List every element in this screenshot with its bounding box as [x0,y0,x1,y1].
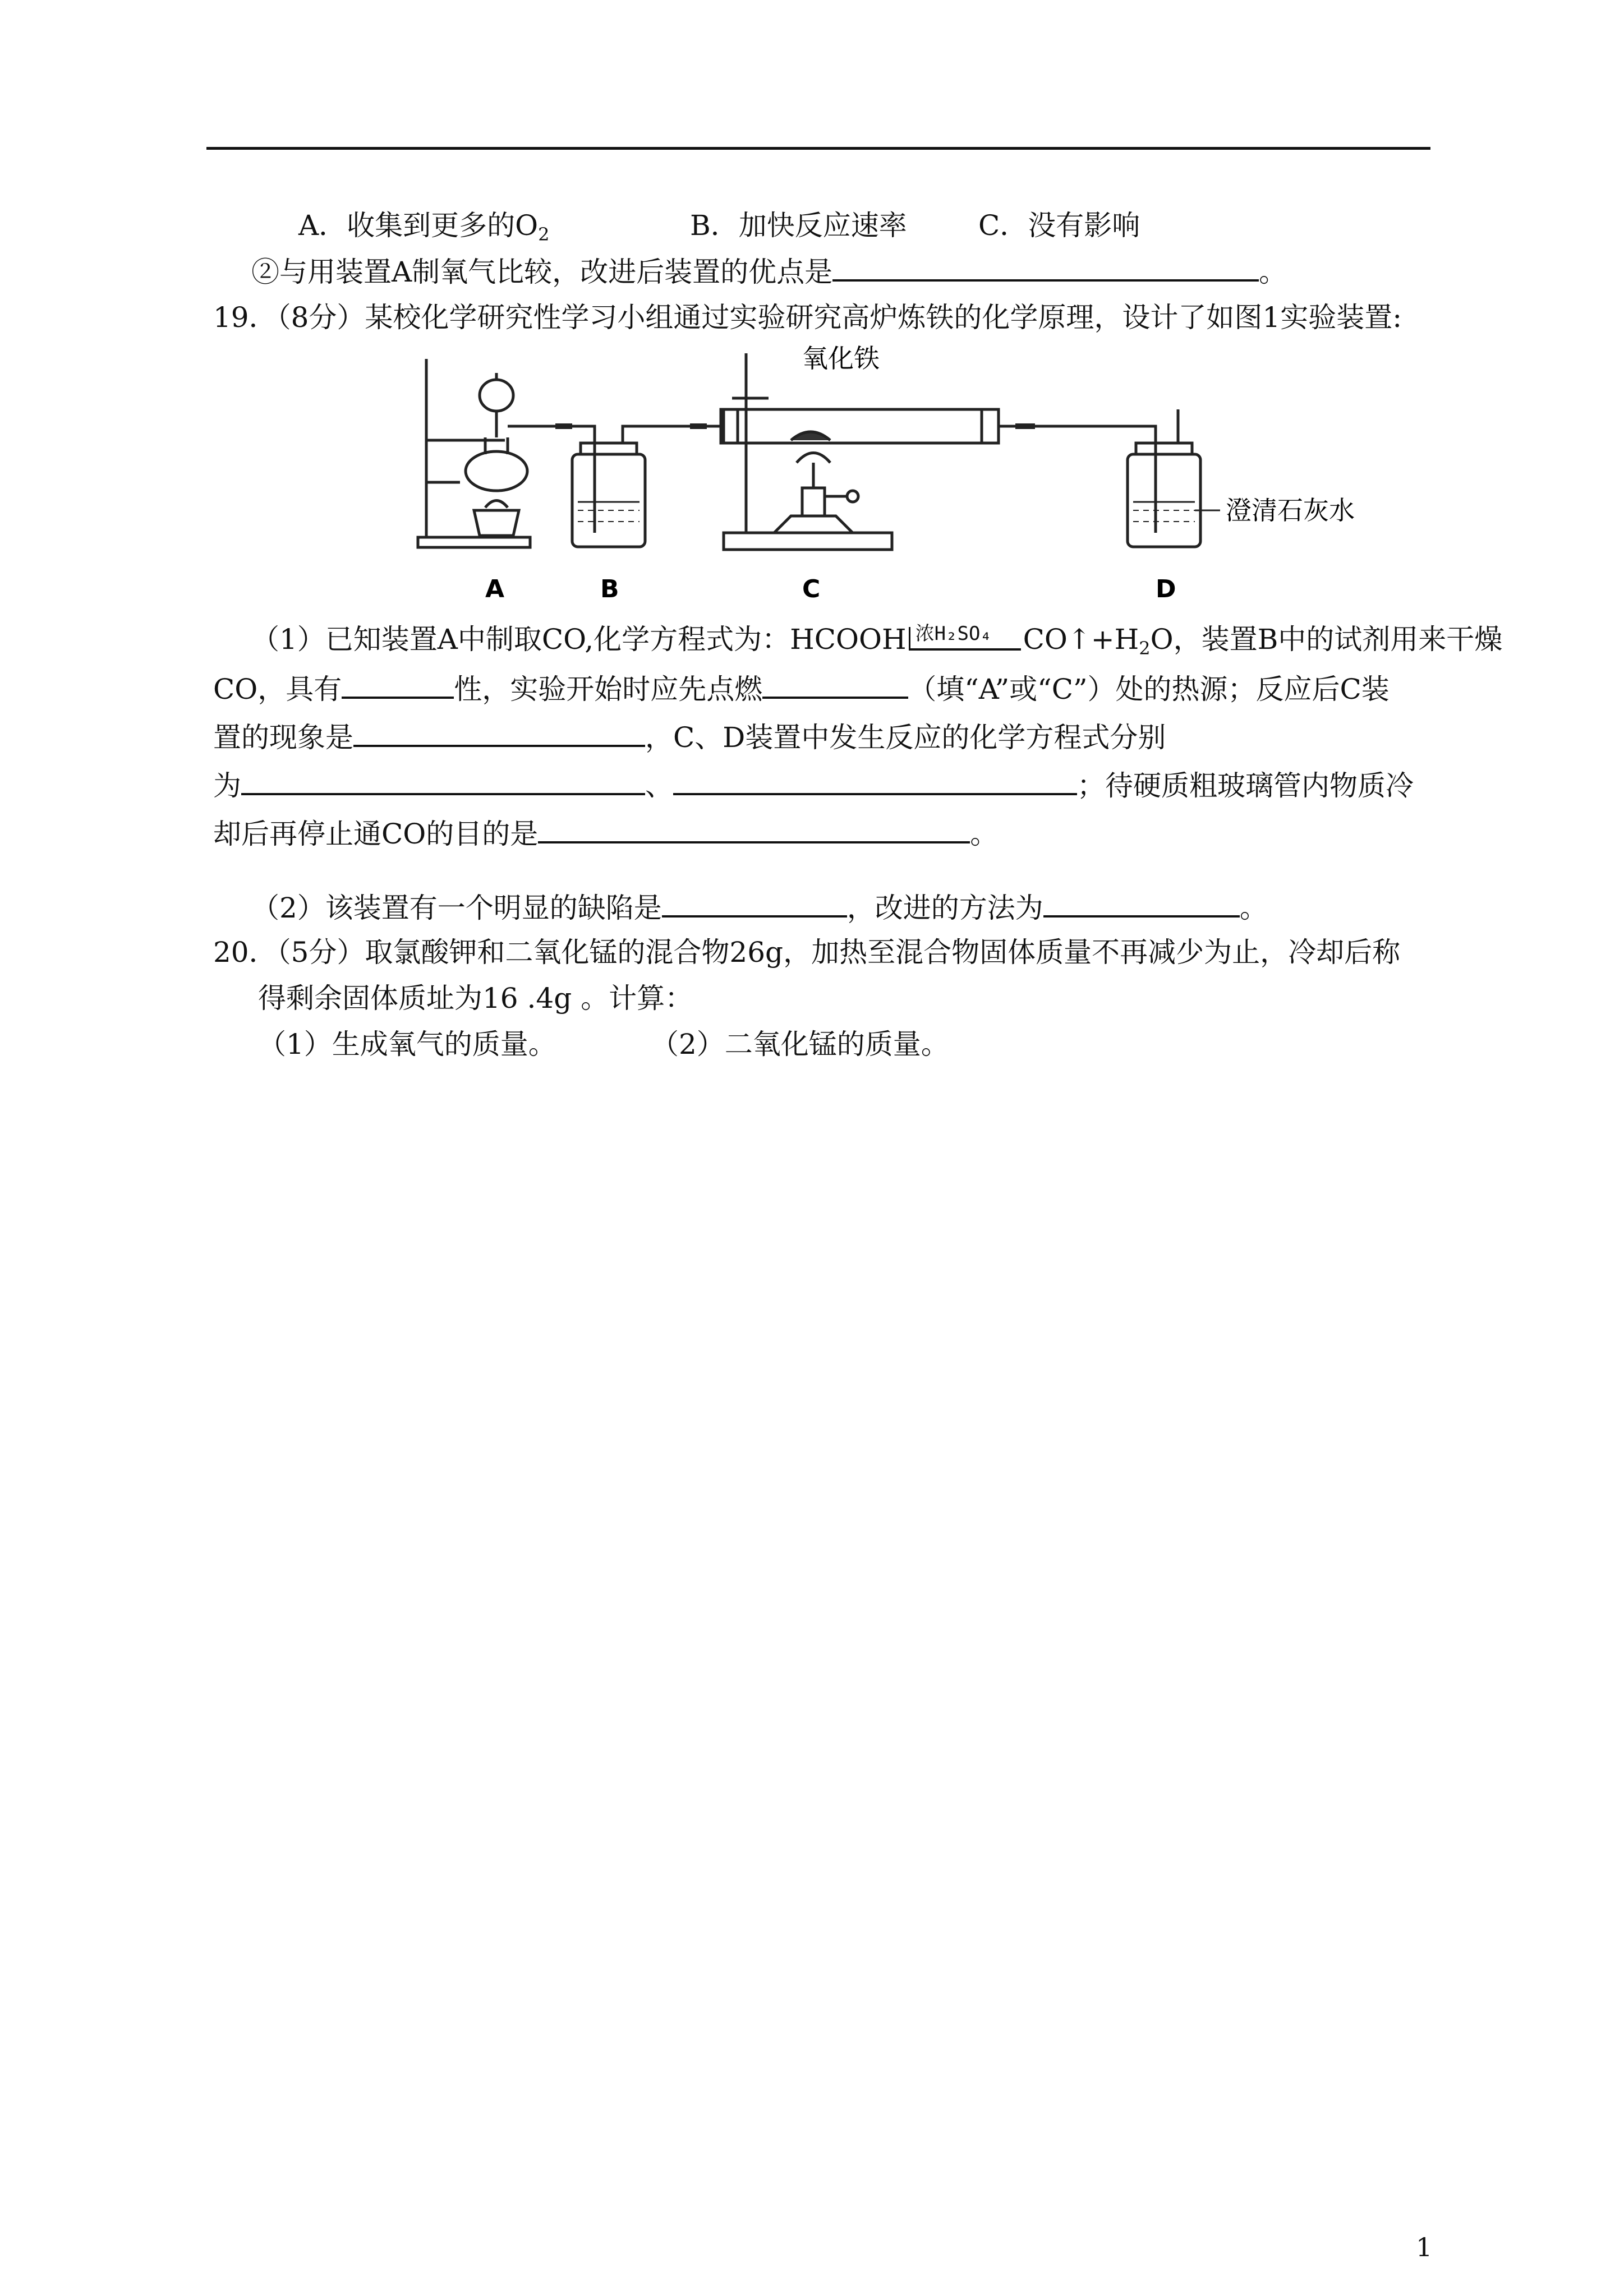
option-b [690,209,907,242]
p1-line3-a: 置的现象是 [213,721,353,754]
q20-sub2-text: （2）二氧化锰的质量。 [651,1028,949,1061]
q19-part1-line2 [213,671,1390,706]
combustion-tube [724,409,999,443]
q18-2-end: 。 [1259,256,1287,288]
label-iron-oxide: 氧化铁 [802,343,880,374]
p1-line1-c: O，装置B中的试剂用来干燥 [1150,623,1503,656]
option-c [978,209,1140,242]
question-19-title [213,301,1402,334]
label-a: A [485,575,505,603]
p2-b: ，改进的方法为 [846,892,1043,924]
answer-blank[interactable] [662,889,847,918]
header-rule [206,147,1430,150]
label-limewater: 澄清石灰水 [1226,495,1355,525]
p1-line1-a: （1）已知装置A中制取CO,化学方程式为：HCOOH [251,623,907,656]
question-20-line2 [258,981,693,1015]
p1-line5-a: 却后再停止通CO的目的是 [213,818,539,850]
answer-blank[interactable] [673,767,1077,795]
q20-line2-text: 得剩余固体质址为16 .4g 。计算： [258,982,693,1015]
option-a [298,209,550,245]
stand-base-a [418,537,530,547]
p1-line4-a: 为 [213,769,241,802]
p1-line1-subscript: 2 [1139,638,1151,659]
q19-part2 [251,889,1268,925]
apparatus-svg [410,342,1355,606]
option-a-text: A．收集到更多的O [298,209,539,242]
p1-line2-b: 性，实验开始时应先点燃 [454,673,763,706]
p1-line5-b: 。 [970,818,999,850]
q20-line1-text: 20．（5分）取氯酸钾和二氧化锰的混合物26g，加热至混合物固体质量不再减少为止，冷却后称 [213,936,1401,969]
answer-blank[interactable] [241,767,645,795]
label-b: B [600,575,619,603]
q19-title-text: 19．（8分）某校化学研究性学习小组通过实验研究高炉炼铁的化学原理，设计了如图1实验装置: [213,301,1402,334]
answer-blank[interactable] [1043,889,1240,918]
p1-line4-b: 、 [645,769,673,802]
q18-2-text: ②与用装置A制氧气比较，改进后装置的优点是 [251,256,833,288]
stand-base-c [724,533,892,550]
answer-blank[interactable] [342,671,454,699]
answer-blank[interactable] [832,253,1259,282]
q20-sub1-text: （1）生成氧气的质量。 [258,1028,556,1061]
p1-line3-b: ，C、D装置中发生反应的化学方程式分别 [645,721,1166,754]
reaction-condition [909,623,1021,656]
label-d: D [1156,575,1176,603]
answer-blank[interactable] [762,671,908,699]
p1-line4-c: ；待硬质粗玻璃管内物质冷 [1077,769,1414,802]
apparatus-diagram [410,342,1355,606]
option-c-text: C．没有影响 [978,209,1140,242]
q19-part1-line1 [251,623,1503,659]
question-20-line1 [213,935,1400,969]
label-c: C [802,575,821,603]
answer-blank[interactable] [353,719,645,747]
q19-part1-line4 [213,767,1414,803]
q19-part1-line5 [213,815,998,851]
page-number: 1 [1416,2232,1433,2262]
question-18-part-2 [251,253,1287,289]
p2-c: 。 [1239,892,1268,924]
question-20-sub2 [651,1027,949,1061]
answer-blank[interactable] [538,815,970,843]
p2-a: （2）该装置有一个明显的缺陷是 [251,892,662,924]
reaction-condition-text: 浓H₂SO₄ [915,623,992,645]
p1-line2-c: （填“A”或“C”）处的热源；反应后C装 [908,673,1390,706]
question-20-sub1 [258,1027,556,1061]
q19-part1-line3 [213,719,1166,754]
option-b-text: B．加快反应速率 [690,209,907,242]
option-a-subscript: 2 [538,224,550,245]
p1-line2-a: CO，具有 [213,673,342,706]
p1-line1-b: CO↑+H [1023,623,1139,656]
